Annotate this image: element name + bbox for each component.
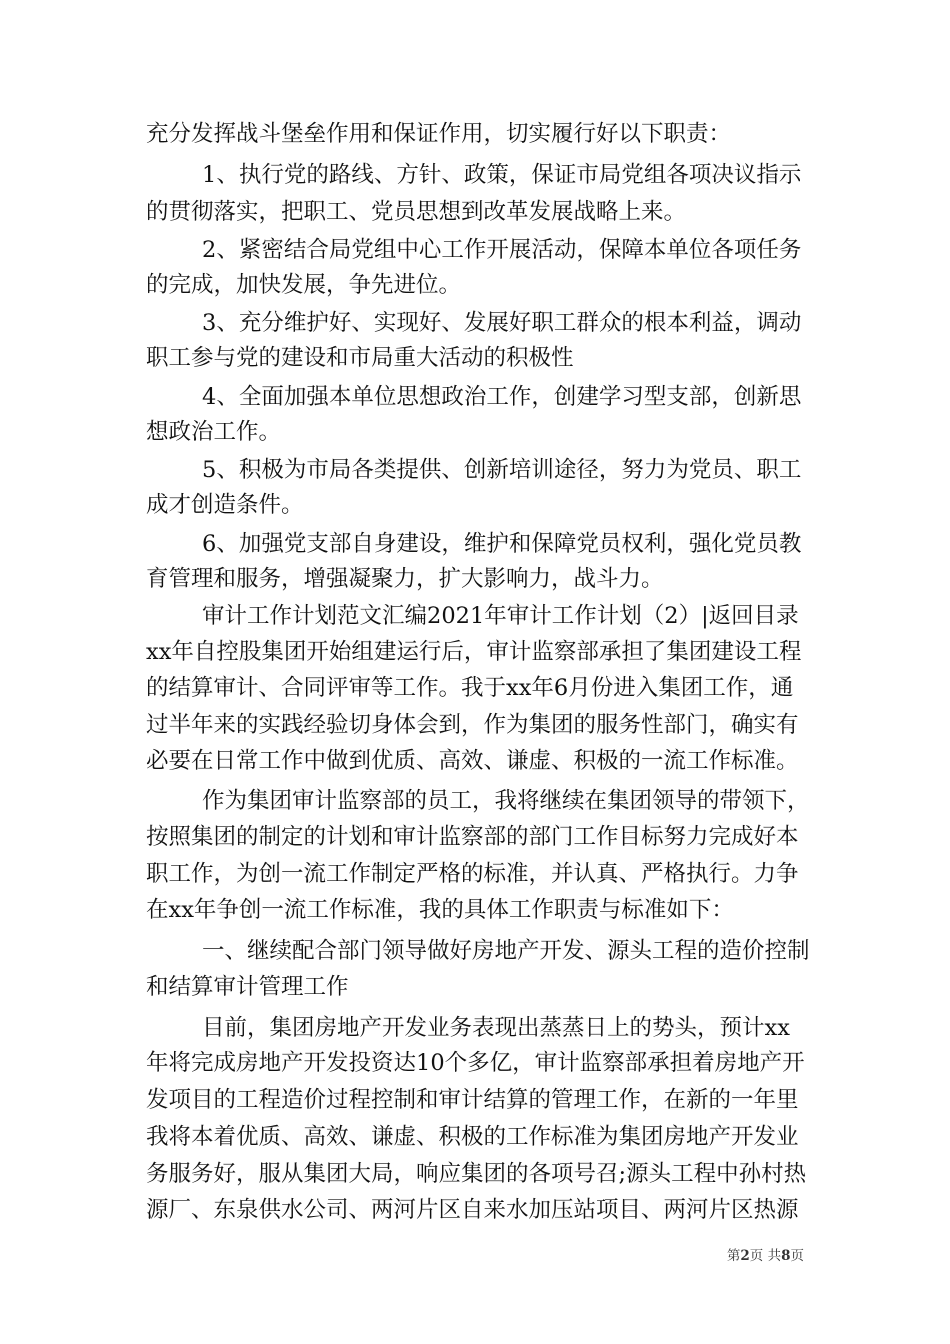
text-line: 5、积极为市局各类提供、创新培训途径，努力为党员、职工 bbox=[202, 457, 802, 483]
footer-middle: 页 共 bbox=[749, 1248, 782, 1264]
text-line: 发项目的工程造价过程控制和审计结算的管理工作，在新的一年里 bbox=[146, 1087, 799, 1113]
text-line: 职工作，为创一流工作制定严格的标准，并认真、严格执行。力争 bbox=[146, 861, 799, 887]
total-pages-number: 8 bbox=[781, 1248, 791, 1264]
section-heading: 审计工作计划范文汇编2021年审计工作计划（2） bbox=[202, 603, 702, 629]
text-line: 想政治工作。 bbox=[146, 419, 282, 445]
text-line: 职工参与党的建设和市局重大活动的积极性 bbox=[146, 345, 574, 371]
footer-prefix: 第 bbox=[726, 1248, 741, 1264]
text-line: 成才创造条件。 bbox=[146, 492, 304, 518]
text-line: 作为集团审计监察部的员工，我将继续在集团领导的带领下， bbox=[202, 788, 810, 814]
text-line: 年将完成房地产开发投资达10个多亿，审计监察部承担着房地产开 bbox=[146, 1050, 805, 1076]
text-line: 务服务好，服从集团大局，响应集团的各项号召;源头工程中孙村热 bbox=[146, 1161, 807, 1187]
section-heading-line bbox=[146, 599, 816, 633]
text-line: 必要在日常工作中做到优质、高效、谦虚、积极的一流工作标准。 bbox=[146, 748, 799, 774]
text-line: 4、全面加强本单位思想政治工作，创建学习型支部，创新思 bbox=[202, 384, 802, 410]
text-line: 按照集团的制定的计划和审计监察部的部门工作目标努力完成好本 bbox=[146, 824, 799, 850]
text-line: 在xx年争创一流工作标准，我的具体工作职责与标准如下： bbox=[146, 897, 734, 923]
text-line: 1、执行党的路线、方针、政策，保证市局党组各项决议指示 bbox=[202, 162, 802, 188]
text-line: 2、紧密结合局党组中心工作开展活动，保障本单位各项任务 bbox=[202, 237, 802, 263]
text-line: 6、加强党支部自身建设，维护和保障党员权利，强化党员教 bbox=[202, 531, 802, 557]
text-line: 过半年来的实践经验切身体会到，作为集团的服务性部门，确实有 bbox=[146, 712, 799, 738]
text-line: 的完成，加快发展，争先进位。 bbox=[146, 272, 462, 298]
text-line: 充分发挥战斗堡垒作用和保证作用，切实履行好以下职责： bbox=[146, 121, 732, 147]
text-line: 源厂、东泉供水公司、两河片区自来水加压站项目、两河片区热源 bbox=[146, 1197, 799, 1223]
return-to-toc-link[interactable]: |返回目录 bbox=[701, 603, 799, 629]
text-line: 育管理和服务，增强凝聚力，扩大影响力，战斗力。 bbox=[146, 566, 664, 592]
text-line: 的结算审计、合同评审等工作。我于xx年6月份进入集团工作，通 bbox=[146, 675, 794, 701]
footer-suffix: 页 bbox=[790, 1248, 804, 1264]
text-line: 3、充分维护好、实现好、发展好职工群众的根本利益，调动 bbox=[202, 310, 802, 336]
current-page-number: 2 bbox=[740, 1248, 750, 1264]
page-footer bbox=[727, 1244, 804, 1264]
text-line: 的贯彻落实，把职工、党员思想到改革发展战略上来。 bbox=[146, 199, 687, 225]
text-line: xx年自控股集团开始组建运行后，审计监察部承担了集团建设工程 bbox=[146, 639, 802, 665]
text-line: 我将本着优质、高效、谦虚、积极的工作标准为集团房地产开发业 bbox=[146, 1124, 799, 1150]
text-line: 目前，集团房地产开发业务表现出蒸蒸日上的势头，预计xx bbox=[202, 1015, 790, 1041]
text-line: 和结算审计管理工作 bbox=[146, 974, 349, 1000]
text-line: 一、继续配合部门领导做好房地产开发、源头工程的造价控制 bbox=[202, 938, 810, 964]
